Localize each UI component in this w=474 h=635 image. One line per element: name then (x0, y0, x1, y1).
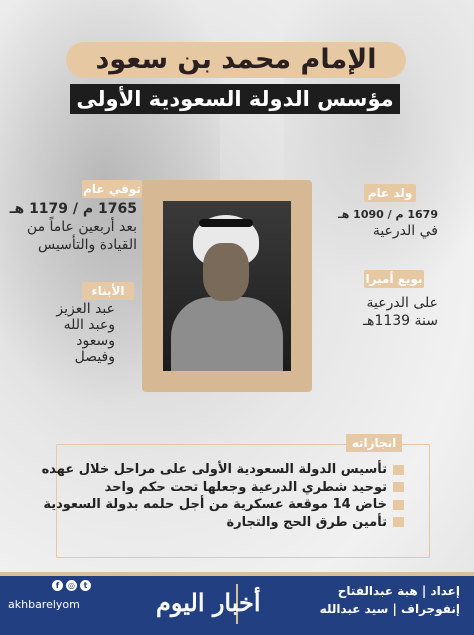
pledged-label: بويع أميرا (365, 272, 423, 286)
pledged-line1: على الدرعية (366, 295, 438, 311)
facebook-icon[interactable]: f (52, 580, 63, 591)
subtitle: مؤسس الدولة السعودية الأولى (70, 84, 400, 114)
prepared-by: إعداد | هبة عبدالفتاح (337, 584, 460, 598)
achievement-item: تأمين طرق الحج والتجارة (42, 514, 404, 532)
portrait-photo (163, 201, 291, 371)
credits (320, 582, 460, 618)
infographic-by: إنفوجراف | سيد عبدالله (319, 602, 460, 616)
main-title: الإمام محمد بن سعود (66, 42, 406, 78)
born-label: ولد عام (364, 184, 416, 202)
bullet-icon (393, 517, 404, 527)
bullet-icon (393, 465, 404, 475)
son-3: وسعود (76, 333, 115, 349)
achievements-list (42, 461, 404, 531)
bullet-icon (393, 500, 404, 510)
achievement-item: توحيد شطري الدرعية وجعلها تحت حكم واحد (42, 479, 404, 497)
born-place: في الدرعية (372, 223, 438, 239)
akhbar-elyom-logo[interactable]: أخبار اليوم (156, 588, 261, 617)
twitter-icon[interactable]: t (80, 580, 91, 591)
achievements-label: انجازاته (346, 434, 402, 452)
achievement-item: خاض 14 موقعة عسكرية من أجل حلمه بدولة السعودية (42, 496, 404, 514)
died-line2: القيادة والتأسيس (38, 237, 137, 253)
bullet-icon (393, 482, 404, 492)
sons-label: الأبناء (82, 282, 134, 300)
social-icons (52, 580, 91, 591)
son-4: وفيصل (74, 349, 115, 365)
achievement-item: تأسيس الدولة السعودية الأولى على مراحل خلال عهده (42, 461, 404, 479)
died-line1: بعد أربعين عاماً من (26, 219, 137, 235)
son-2: وعبد الله (63, 317, 115, 333)
pledged-line2: سنة 1139هـ (362, 313, 438, 329)
died-label: توفي عام (83, 182, 141, 196)
died-date: 1765 م / 1179 هـ (9, 201, 137, 217)
son-1: عبد العزيز (56, 301, 115, 317)
social-handle: akhbarelyom (8, 598, 80, 611)
born-date: 1679 م / 1090 هـ (337, 208, 438, 221)
instagram-icon[interactable]: ◎ (66, 580, 77, 591)
